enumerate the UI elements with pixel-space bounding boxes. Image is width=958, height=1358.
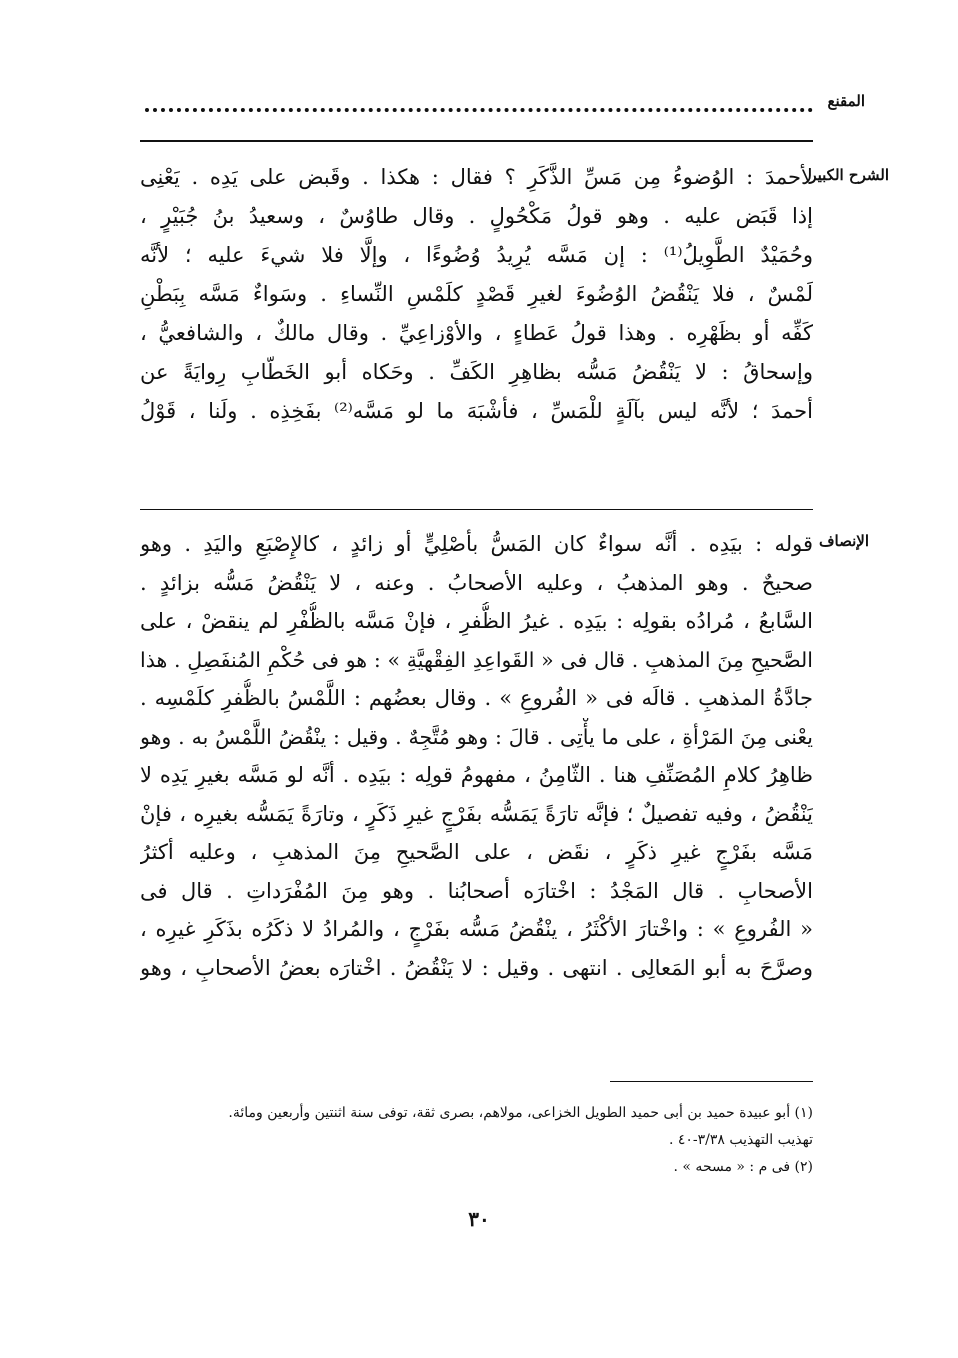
page-number: ٣٠ (468, 1207, 490, 1231)
footnote: تهذيب التهذيب ٣/٣٨-٤٠ . (668, 1132, 813, 1148)
section-label-sharh: الشرح الكبير (809, 166, 889, 184)
footnote: (٢) فى م : « مسحه » . (673, 1159, 813, 1175)
footnote: (١) أبو عبيدة حميد بن أبى حميد الطويل الخزاعى، مولاهم، بصرى ثقة، توفى سنة اثنتين وأربعين ومائة. (228, 1105, 813, 1121)
section-label-insaf: الإنصاف (818, 532, 869, 550)
running-header-title: المقنع (827, 92, 865, 110)
header-dotted-leader (145, 108, 813, 112)
section-divider (140, 509, 813, 510)
insaf-text-block (140, 525, 813, 987)
text-line: إذا قَبَض عليه . وهو قولُ مَكْحُولٍ . وقال طاوُسٌ ، وسعيدُ بنُ جُبَيْرٍ ، (140, 204, 813, 228)
text-line: لأحمدَ : الوُضوءُ مِن مَسِّ الذَّكَرِ ؟ فقال : هكذا . وقَبض على يَدِه . يَعْنِى (140, 165, 813, 189)
text-line: كَفِّه أو بظَهْرِه . وهذا قولُ عَطاءٍ ، والأوْزاعِيِّ . وقال مالكٌ ، والشافعيُّ ، (140, 321, 813, 345)
text-line: يعْنى مِنَ المَرْأةِ ، على ما يأْتِى . قالَ : وهو مُتَّجِهٌ . وقيل : ينْقُضُ اللَّمْسُ به . وهو (140, 724, 813, 749)
header-rule (140, 140, 813, 142)
text-line: « الفُروعِ » : واخْتارَ الأكْثَرُ ، ينْقُضُ مَسُّه بفَرْجٍ ، والمُرادُ لا ذكَرُه بذَكَرِ غيرِه ، (140, 917, 813, 941)
text-line: أحمدَ ؛ لأنَّه ليس بآلَةٍ للْمَسِّ ، فأشْبَهَ ما لو مَسَّه⁽²⁾ بفَخِذِه . ولَنا ، قَوْلُ (140, 399, 813, 423)
text-line: السَّابعُ ، مُرادُه بقولِه : بيَدِه . غيرُ الظُّفرِ ، فإنْ مَسَّه بالظُّفْرِ لم ينقضْ ، على (140, 609, 813, 633)
text-line: وحُمَيْدٌ الطَّوِيلُ⁽¹⁾ : إن مَسَّه يُرِيدُ وُضُوءًا ، وإلَّا فلا شيءَ عليه ؛ لأنَّه (140, 243, 813, 267)
footnotes (140, 1100, 813, 1181)
text-line: لَمْسٌ ، فلا يَنْقُضُ الوُضُوءَ لغيرِ قَصْدٍ كلَمْسِ النِّساءِ . وسَواءٌ مَسَّه بِبَطْنِ (140, 282, 813, 306)
text-line: وصرَّحَ به أبو المَعالِى . انتهى . وقيل : لا يَنْقُضُ . اخْتارَه بعضُ الأصحابِ ، وهو (140, 955, 813, 980)
text-line: قوله : بيَدِه . أنَّه سواءٌ كان المَسُّ بأصْلِيٍّ أو زائدٍ ، كالإِصْبَعِ واليَدِ . وهو (140, 532, 813, 556)
sharh-text-block (140, 158, 813, 431)
footnote-rule (610, 1081, 813, 1082)
text-line: الصَّحيحِ مِنَ المذهبِ . قال فى « القَواعِدِ الفِقْهيَّةِ » : هو فى حُكْمِ المُنفَصِلِ . هذا (140, 647, 813, 672)
text-line: صحيحٌ . وهو المذهبُ ، وعليه الأصحابُ . وعنه ، لا يَنْقُضُ مَسُّه بزائدٍ . (140, 570, 813, 595)
text-line: يَنْقُضُ ، وفيه تفصيلٌ ؛ فإنَّه تارَةً يَمَسُّه بفَرْجٍ غيرِ ذَكَرٍ ، وتارَةً يَمَسُّه بغيرِه ، فإنْ (140, 801, 813, 826)
text-line: مَسَّه بفَرْجٍ غيرِ ذكَرٍ ، نقَض ، على الصَّحيحِ مِنَ المذهبِ ، وعليه أكثرُ (140, 840, 813, 864)
text-line: الأصحابِ . قال المَجْدُ : اخْتارَه أصحابُنا . وهو مِنَ المُفْرَداتِ . قال فى (140, 878, 813, 903)
text-line: ظاهِرُ كلامِ المُصَنِّفِ هنا . الثّامِنُ ، مفهومُ قولِه : بيَدِه . أنَّه لو مَسَّه بغيرِ يَدِه لا (140, 763, 813, 787)
text-line: جادَّةُ المذهبِ . قالَه فى « الفُروعِ » . وقال بعضُهم : اللَّمْسُ بالظُّفرِ كلَمْسِه . (140, 686, 813, 710)
text-line: وإسحاقُ : لا يَنْقُضُ مَسُّه بظاهِرِ الكَفِّ . وحَكاه أبو الخَطّابِ رِوايَةً عن (140, 360, 813, 384)
